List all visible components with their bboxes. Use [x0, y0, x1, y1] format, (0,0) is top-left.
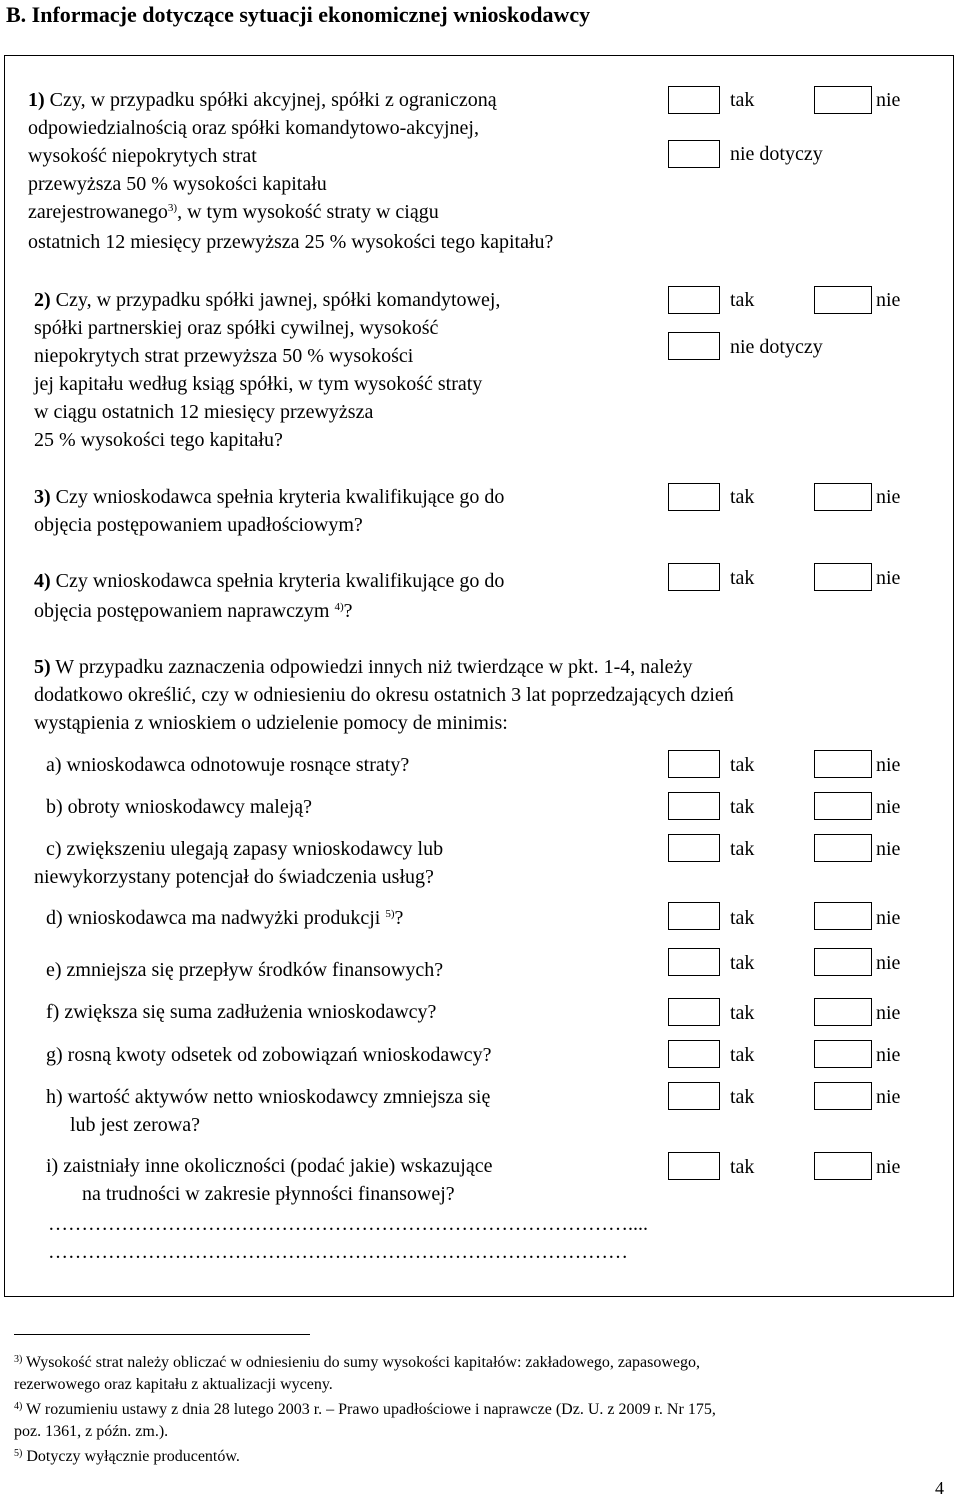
q5e-yes-checkbox[interactable]	[668, 948, 720, 976]
q5e-no-label: nie	[876, 952, 901, 974]
q2-line-3: niepokrytych strat przewyższa 50 % wysokości	[34, 345, 414, 367]
q5b-yes-label: tak	[730, 796, 755, 818]
q3-line-2: objęcia postępowaniem upadłościowym?	[34, 514, 363, 536]
q5c-yes-checkbox[interactable]	[668, 834, 720, 862]
q5-line-1: 5) W przypadku zaznaczenia odpowiedzi innych niż twierdzące w pkt. 1-4, należy	[34, 656, 693, 678]
q5a-yes-checkbox[interactable]	[668, 750, 720, 778]
q5g-no-checkbox[interactable]	[814, 1040, 872, 1068]
q2-line-1: 2) Czy, w przypadku spółki jawnej, spółki komandytowej,	[34, 289, 501, 311]
q4-yes-label: tak	[730, 567, 755, 589]
q2-no-label: nie	[876, 289, 901, 311]
q5i-no-label: nie	[876, 1156, 901, 1178]
q5c-text-2: niewykorzystany potencjał do świadczenia usług?	[34, 866, 434, 888]
q5i-text-1: i) zaistniały inne okoliczności (podać jakie) wskazujące	[46, 1155, 493, 1177]
q3-no-checkbox[interactable]	[814, 483, 872, 511]
q1-line-6: ostatnich 12 miesięcy przewyższa 25 % wysokości tego kapitału?	[28, 231, 554, 253]
q2-na-checkbox[interactable]	[668, 332, 720, 360]
q5h-text-1: h) wartość aktywów netto wnioskodawcy zmniejsza się	[46, 1086, 491, 1108]
q5g-yes-checkbox[interactable]	[668, 1040, 720, 1068]
q5h-text-2: lub jest zerowa?	[70, 1114, 200, 1136]
section-title: B. Informacje dotyczące sytuacji ekonomicznej wnioskodawcy	[6, 2, 591, 27]
q3-line-1: 3) Czy wnioskodawca spełnia kryteria kwalifikujące go do	[34, 486, 505, 508]
q5b-no-checkbox[interactable]	[814, 792, 872, 820]
q1-no-checkbox[interactable]	[814, 86, 872, 114]
q5c-yes-label: tak	[730, 838, 755, 860]
q5h-yes-label: tak	[730, 1086, 755, 1108]
q5c-no-checkbox[interactable]	[814, 834, 872, 862]
q5d-yes-checkbox[interactable]	[668, 902, 720, 930]
q5-line-2: dodatkowo określić, czy w odniesieniu do okresu ostatnich 3 lat poprzedzających dzień	[34, 684, 734, 706]
q2-line-2: spółki partnerskiej oraz spółki cywilnej, wysokość	[34, 317, 439, 339]
q2-yes-label: tak	[730, 289, 755, 311]
q5b-yes-checkbox[interactable]	[668, 792, 720, 820]
q1-yes-checkbox[interactable]	[668, 86, 720, 114]
q5d-yes-label: tak	[730, 907, 755, 929]
q1-line-5: zarejestrowanego$^{3)}$, w tym wysokość straty w ciągu	[28, 201, 439, 223]
q2-yes-checkbox[interactable]	[668, 286, 720, 314]
q1-na-label: nie dotyczy	[730, 143, 823, 165]
q5i-text-2: na trudności w zakresie płynności finansowej?	[82, 1183, 455, 1205]
q2-line-5: w ciągu ostatnich 12 miesięcy przewyższa	[34, 401, 374, 423]
q5e-yes-label: tak	[730, 952, 755, 974]
q3-yes-checkbox[interactable]	[668, 483, 720, 511]
q5a-yes-label: tak	[730, 754, 755, 776]
footnote-4-line-1: $^{4)}$ W rozumieniu ustawy z dnia 28 lutego 2003 r. – Prawo upadłościowe i naprawcze (Dz. U. z 2009 r. Nr 175,	[14, 1401, 716, 1418]
footnote-3-line-1: $^{3)}$ Wysokość strat należy obliczać w odniesieniu do sumy wysokości kapitałów: zakładowego, zapasowego,	[14, 1354, 701, 1371]
q1-na-checkbox[interactable]	[668, 140, 720, 168]
q5i-yes-label: tak	[730, 1156, 755, 1178]
q5g-no-label: nie	[876, 1044, 901, 1066]
q5f-no-checkbox[interactable]	[814, 998, 872, 1026]
q5-line-3: wystąpienia z wnioskiem o udzielenie pomocy de minimis:	[34, 712, 508, 734]
q5g-yes-label: tak	[730, 1044, 755, 1066]
footnote-3-line-2: rezerwowego oraz kapitału z aktualizacji wyceny.	[14, 1376, 333, 1393]
q1-line-4: przewyższa 50 % wysokości kapitału	[28, 173, 327, 195]
q5d-no-checkbox[interactable]	[814, 902, 872, 930]
q5d-text: d) wnioskodawca ma nadwyżki produkcji $^{5)}$?	[46, 907, 404, 929]
q5b-text: b) obroty wnioskodawcy maleją?	[46, 796, 313, 818]
q5e-no-checkbox[interactable]	[814, 948, 872, 976]
q2-no-checkbox[interactable]	[814, 286, 872, 314]
q4-no-label: nie	[876, 567, 901, 589]
q5f-no-label: nie	[876, 1002, 901, 1024]
q5a-no-label: nie	[876, 754, 901, 776]
q5h-no-label: nie	[876, 1086, 901, 1108]
footnote-5: $^{5)}$ Dotyczy wyłącznie producentów.	[14, 1448, 240, 1465]
q5c-no-label: nie	[876, 838, 901, 860]
q5b-no-label: nie	[876, 796, 901, 818]
q5c-text-1: c) zwiększeniu ulegają zapasy wnioskodawcy lub	[46, 838, 444, 860]
q1-no-label: nie	[876, 89, 901, 111]
dotted-line-1: ……………………………………………………………………………....	[48, 1213, 648, 1235]
page-number: 4	[935, 1478, 944, 1498]
q4-yes-checkbox[interactable]	[668, 563, 720, 591]
dotted-line-2: ……………………………………………………………………………	[48, 1241, 628, 1263]
q5h-no-checkbox[interactable]	[814, 1082, 872, 1110]
q5i-yes-checkbox[interactable]	[668, 1152, 720, 1180]
q5a-text: a) wnioskodawca odnotowuje rosnące straty?	[46, 754, 410, 776]
q5g-text: g) rosną kwoty odsetek od zobowiązań wnioskodawcy?	[46, 1044, 492, 1066]
footnote-separator	[14, 1334, 310, 1335]
q3-yes-label: tak	[730, 486, 755, 508]
q5e-text: e) zmniejsza się przepływ środków finansowych?	[46, 959, 444, 981]
q5f-text: f) zwiększa się suma zadłużenia wnioskodawcy?	[46, 1001, 437, 1023]
q2-line-4: jej kapitału według ksiąg spółki, w tym wysokość straty	[34, 373, 483, 395]
footnote-4-line-2: poz. 1361, z późn. zm.).	[14, 1423, 169, 1440]
q5f-yes-checkbox[interactable]	[668, 998, 720, 1026]
q1-yes-label: tak	[730, 89, 755, 111]
q3-no-label: nie	[876, 486, 901, 508]
q1-line-2: odpowiedzialnością oraz spółki komandytowo-akcyjnej,	[28, 117, 479, 139]
q5h-yes-checkbox[interactable]	[668, 1082, 720, 1110]
q4-no-checkbox[interactable]	[814, 563, 872, 591]
q1-line-1: 1) Czy, w przypadku spółki akcyjnej, spółki z ograniczoną	[28, 89, 497, 111]
q1-line-3: wysokość niepokrytych strat	[28, 145, 257, 167]
q5f-yes-label: tak	[730, 1002, 755, 1024]
q4-line-1: 4) Czy wnioskodawca spełnia kryteria kwalifikujące go do	[34, 570, 505, 592]
q2-na-label: nie dotyczy	[730, 336, 823, 358]
q4-line-2: objęcia postępowaniem naprawczym $^{4)}$?	[34, 600, 353, 622]
q5a-no-checkbox[interactable]	[814, 750, 872, 778]
q5d-no-label: nie	[876, 907, 901, 929]
q5i-no-checkbox[interactable]	[814, 1152, 872, 1180]
q2-line-6: 25 % wysokości tego kapitału?	[34, 429, 283, 451]
